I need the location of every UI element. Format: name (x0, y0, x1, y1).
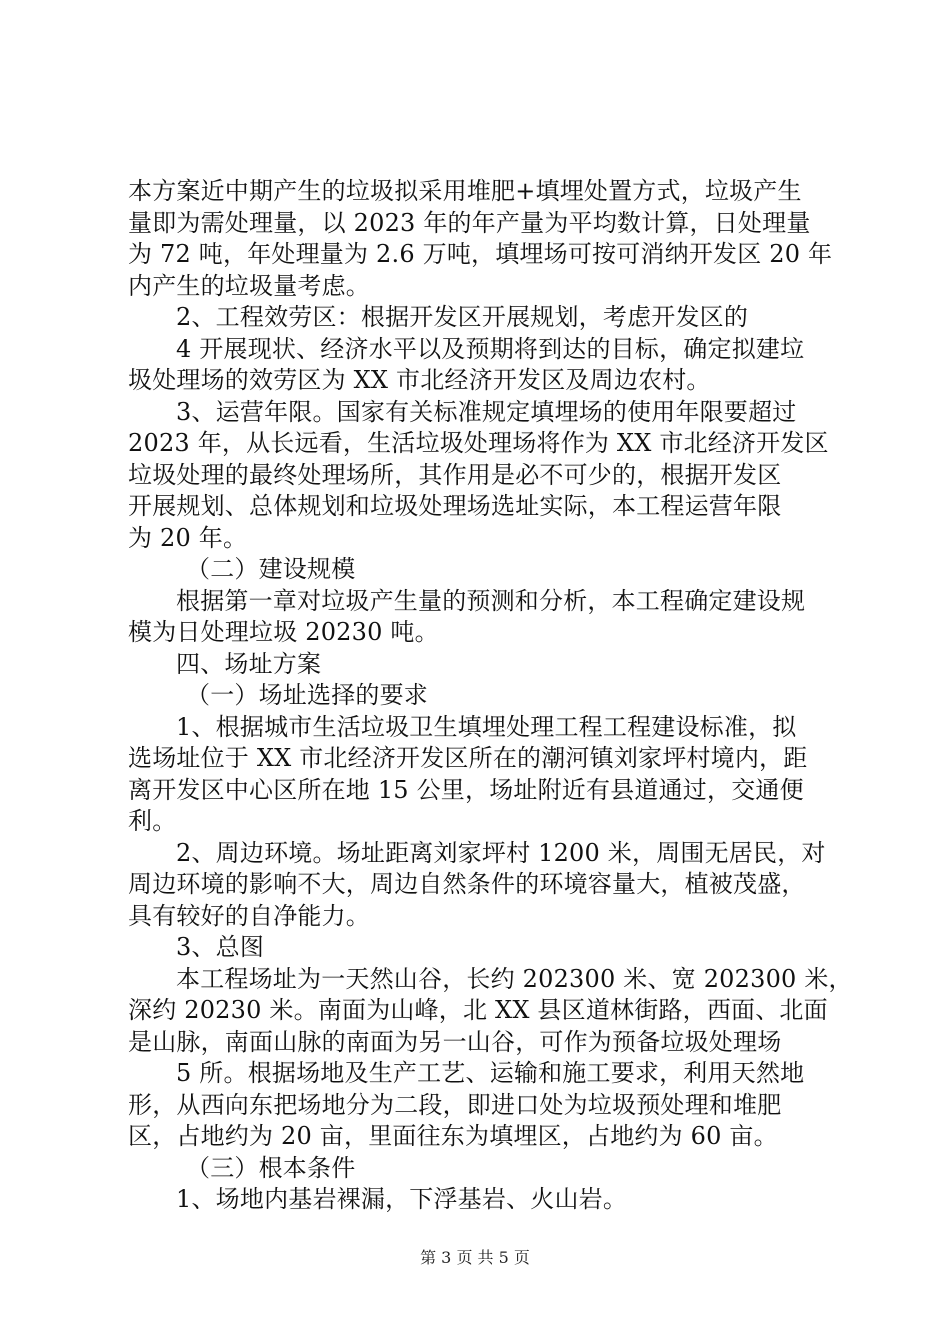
text-line: 本工程场址为一天然山谷，长约 202300 米、宽 202300 米， (176, 964, 853, 993)
text-line: 是山脉，南面山脉的南面为另一山谷，可作为预备垃圾处理场 (128, 1027, 782, 1056)
text-line: 区，占地约为 20 亩，里面往东为填埋区，占地约为 60 亩。 (128, 1122, 778, 1150)
page-number-footer: 第 3 页 共 5 页 (420, 1248, 530, 1267)
text-line: 周边环境的影响不大，周边自然条件的环境容量大，植被茂盛， (128, 870, 806, 898)
section-heading: 四、场址方案 (176, 649, 322, 678)
text-line: 为 72 吨，年处理量为 2.6 万吨，填埋场可按可消纳开发区 20 年 (128, 240, 833, 268)
text-line: 选场址位于 XX 市北经济开发区所在的潮河镇刘家坪村境内，距 (128, 744, 808, 772)
text-line: 根据第一章对垃圾产生量的预测和分析，本工程确定建设规 (176, 586, 806, 615)
text-line: 5 所。根据场地及生产工艺、运输和施工要求，利用天然地 (176, 1059, 805, 1087)
text-line: 深约 20230 米。南面为山峰，北 XX 县区道林街路，西面、北面 (128, 996, 828, 1024)
text-line: 模为日处理垃圾 20230 吨。 (128, 618, 439, 646)
text-line: 1、场地内基岩裸漏，下浮基岩、火山岩。 (176, 1185, 628, 1213)
text-line: 本方案近中期产生的垃圾拟采用堆肥+填埋处置方式，垃圾产生 (128, 177, 802, 205)
text-line: 2、周边环境。场址距离刘家坪村 1200 米，周围无居民，对 (176, 838, 826, 867)
section-heading: （二）建设规模 (186, 555, 356, 583)
section-heading: （一）场址选择的要求 (186, 681, 428, 709)
text-line: 利。 (128, 807, 177, 835)
section-heading: 3、总图 (176, 933, 265, 961)
text-line: 量即为需处理量，以 2023 年的年产量为平均数计算，日处理量 (128, 208, 811, 237)
text-line: 3、运营年限。国家有关标准规定填埋场的使用年限要超过 (176, 397, 797, 426)
text-line: 2023 年，从长远看，生活垃圾处理场将作为 XX 市北经济开发区 (128, 429, 829, 457)
text-line: 垃圾处理的最终处理场所，其作用是必不可少的，根据开发区 (128, 460, 782, 489)
section-heading: （三）根本条件 (186, 1153, 356, 1182)
text-line: 1、根据城市生活垃圾卫生填埋处理工程工程建设标准，拟 (176, 712, 797, 741)
text-line: 2、工程效劳区：根据开发区开展规划，考虑开发区的 (176, 303, 749, 331)
text-line: 为 20 年。 (128, 523, 248, 552)
text-line: 圾处理场的效劳区为 XX 市北经济开发区及周边农村。 (128, 366, 711, 394)
text-line: 内产生的垃圾量考虑。 (128, 271, 370, 300)
text-line: 离开发区中心区所在地 15 公里，场址附近有县道通过，交通便 (128, 775, 804, 804)
text-line: 4 开展现状、经济水平以及预期将到达的目标，确定拟建垃 (176, 334, 805, 363)
text-line: 具有较好的自净能力。 (128, 901, 370, 930)
text-line: 开展规划、总体规划和垃圾处理场选址实际，本工程运营年限 (128, 492, 782, 520)
body-text (128, 176, 853, 1216)
text-line: 形，从西向东把场地分为二段，即进口处为垃圾预处理和堆肥 (128, 1090, 782, 1119)
